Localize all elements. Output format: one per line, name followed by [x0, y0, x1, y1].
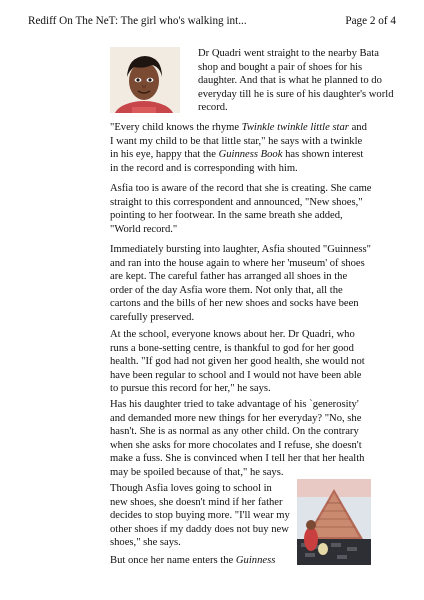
paragraph-8-text-a: But once her name enters the — [110, 555, 236, 566]
rhyme-title: Twinkle twinkle little star — [241, 122, 349, 133]
paragraph-7: Though Asfia loves going to school in new shoes, she doesn't mind if her father decides to stop buying more. "I'll wear my other shoes if my daddy does not buy new shoes," she says. — [110, 483, 290, 549]
page-number: Page 2 of 4 — [345, 15, 396, 27]
paragraph-8 — [110, 554, 372, 568]
page-header — [28, 15, 396, 27]
paragraph-6: Has his daughter tried to take advantage of his `generosity' and demanded more new things for her everyday? "No, she hasn't. She is as normal as any other child. On the contrary when she asks for more chocolates and I refuse, she doesn't make a fuss. She is convinced when I tell her that her health may be spoiled because of that," he says. — [110, 399, 365, 478]
paragraph-4: Immediately bursting into laughter, Asfia shouted "Guinness" and ran into the house again to where her 'museum' of shoes are kept. The careful father has arranged all shoes in the order of the day Asfia wore them. Not only that, all the cartons and the bills of her new shoes and socks have been carefully preserved. — [110, 244, 371, 323]
paragraph-2-text-a: "Every child knows the rhyme — [110, 122, 242, 133]
paragraph-2-text-e: has shown interest in the record and is corresponding with him. — [110, 149, 364, 174]
guinness-italic: Guinness — [235, 555, 276, 566]
girl-photo — [110, 47, 180, 113]
paragraph-5: At the school, everyone knows about her. Dr Quadri, who runs a bone-setting centre, is thankful to god for her good health. "If god had not given her good health, she would not have been regular to school and I would not have been able to pursue this record for her," he says. — [110, 329, 365, 395]
paragraph-3: Asfia too is aware of the record that she is creating. She came straight to this correspondent and announced, "New shoes," pointing to her footwear. In the same breath she added, "World record." — [110, 183, 372, 235]
paragraph-1: Dr Quadri went straight to the nearby Bata shop and bought a pair of shoes for his daughter. And that is what he planned to do everyday till he is sure of his daughter's world record. — [198, 48, 394, 114]
paragraph-2 — [110, 121, 372, 175]
shoe-pyramid-photo — [297, 479, 371, 565]
guinness-book-title: Guinness Book — [218, 149, 283, 161]
paragraph-2-text-c: and I want my child to be that little star," he says with a twinkle in his eye, happy that the — [110, 122, 367, 161]
document-title: Rediff On The NeT: The girl who's walking int... — [28, 15, 247, 27]
